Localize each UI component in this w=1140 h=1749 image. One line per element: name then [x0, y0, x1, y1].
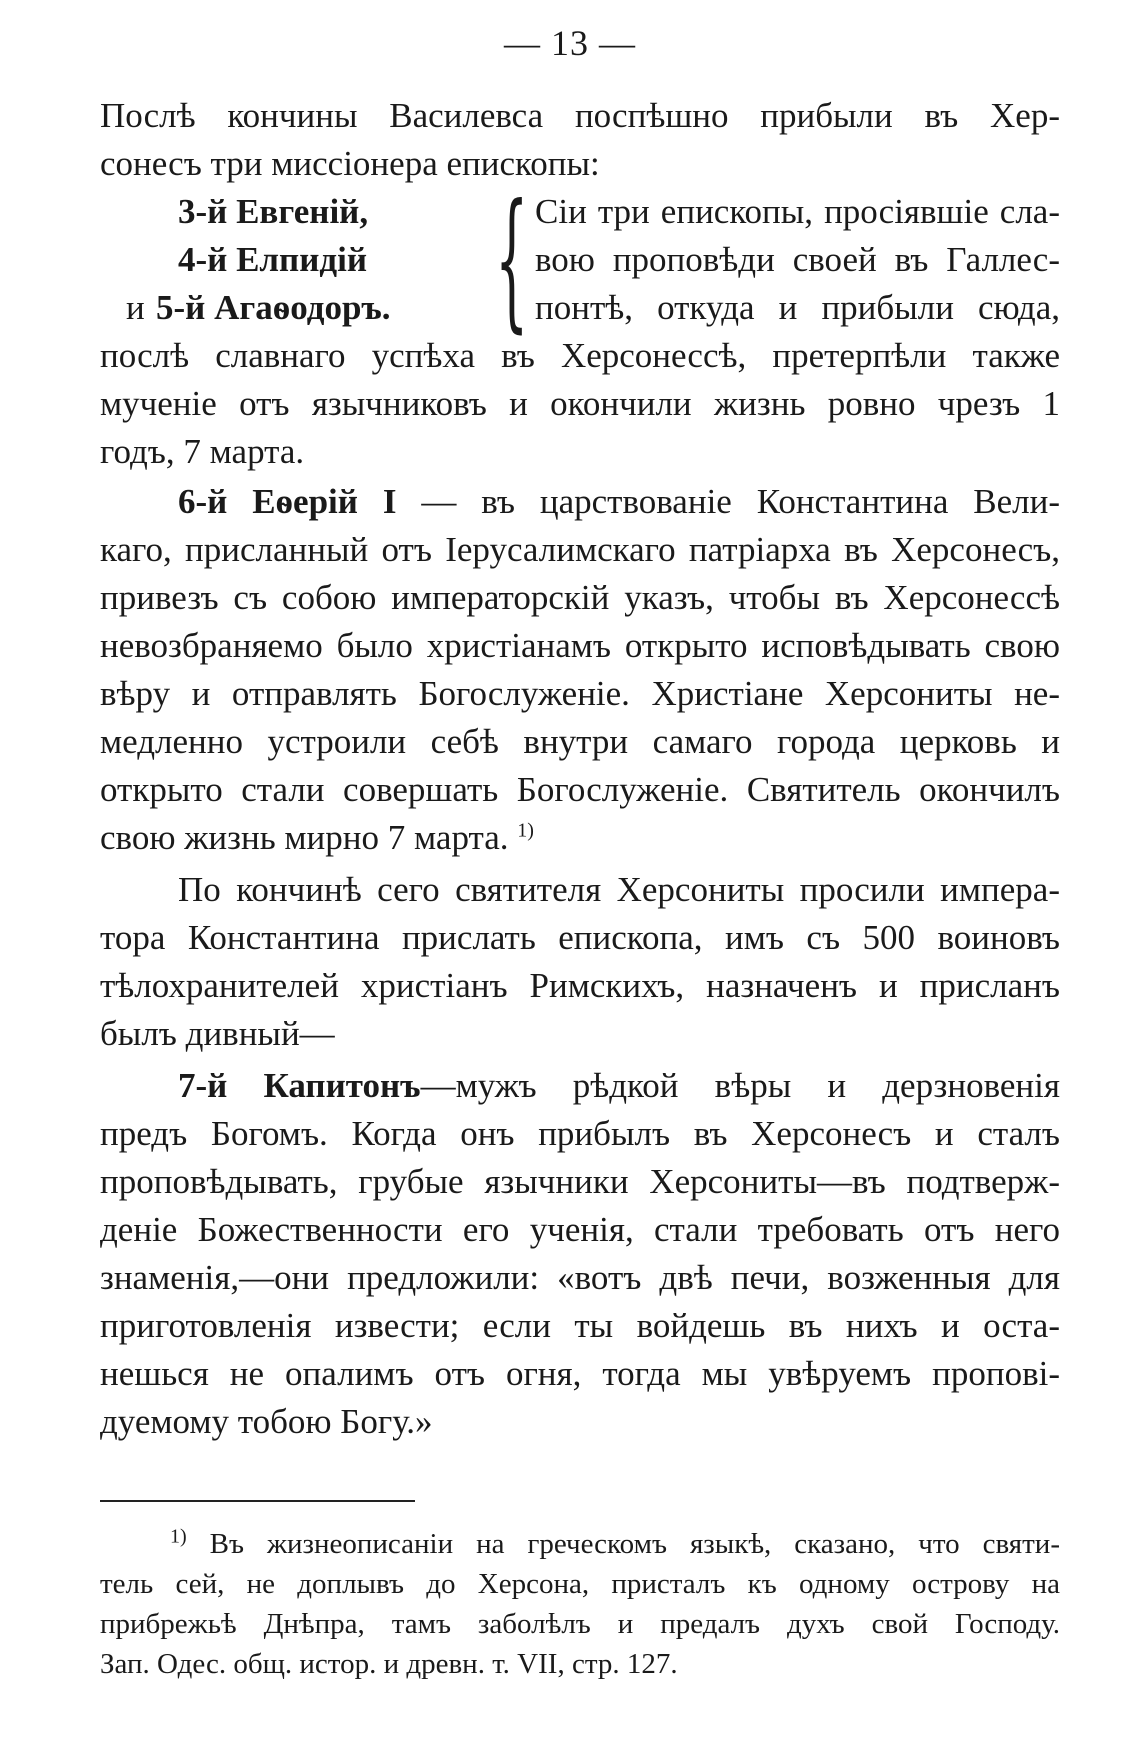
- kapiton-line-3: проповѣдывать, грубые язычники Херсониты—въ подтверж-: [100, 1162, 1060, 1201]
- kapiton-first-line: [178, 1062, 1060, 1110]
- kapiton-line-5: знаменiя,—они предложили: «вотъ двѣ печи, возженныя для: [100, 1258, 1060, 1297]
- para1-line-1: послѣ славнаго успѣха въ Херсонессѣ, претерпѣли также: [100, 336, 1060, 375]
- page-number: — 13 —: [504, 23, 636, 63]
- footnote-divider: [100, 1500, 415, 1502]
- brace-text-line-2: вою проповѣди своей въ Галлес-: [535, 240, 1060, 279]
- curly-brace: {: [495, 173, 529, 347]
- ethery-line-5: вѣру и отправлять Богослуженiе. Христiане Херсониты не-: [100, 674, 1060, 713]
- para1-line-2: мученiе отъ язычниковъ и окончили жизнь ровно чрезъ 1: [100, 384, 1060, 423]
- footnote-line-1: [170, 1524, 1060, 1564]
- ethery-line-3: привезъ съ собою императорскiй указъ, чтобы въ Херсонессѣ: [100, 578, 1060, 617]
- bishop-agathodor-prefix: и: [126, 288, 145, 327]
- footnote-first-rest: Въ жизнеописанiи на греческомъ языкѣ, сказано, что святи-: [186, 1528, 1060, 1560]
- kapiton-line-8: дуемому тобою Богу.»: [100, 1402, 433, 1441]
- ethery-first-line: [178, 478, 1060, 526]
- ethery-line-7: открыто стали совершать Богослуженiе. Святитель окончилъ: [100, 770, 1060, 809]
- brace-text-line-1: Сiи три епископы, просiявшiе сла-: [535, 192, 1060, 231]
- brace-text-line-3: понтѣ, откуда и прибыли сюда,: [535, 288, 1060, 327]
- bishop-agathodor: 5-й Агаѳодоръ.: [156, 288, 391, 327]
- bishop-kapiton: 7-й Капитонъ: [178, 1066, 421, 1105]
- kapiton-line-7: нешься не опалимъ отъ огня, тогда мы увѣруемъ пропові-: [100, 1354, 1060, 1393]
- footnote-line-3: прибрежьѣ Днѣпра, тамъ заболѣлъ и предалъ духъ свой Господу.: [100, 1608, 1060, 1640]
- konst-line-3: тѣлохранителей христiанъ Римскихъ, назначенъ и присланъ: [100, 966, 1060, 1005]
- ethery-first-rest: — въ царствованiе Константина Вели-: [396, 482, 1060, 521]
- footnote-line-4: Зап. Одес. общ. истор. и древн. т. VII, стр. 127.: [100, 1648, 678, 1680]
- kapiton-first-rest: —мужъ рѣдкой вѣры и дерзновенiя: [420, 1066, 1060, 1105]
- bishop-ethery: 6-й Еѳерiй I: [178, 482, 397, 521]
- konst-line-1: По кончинѣ сего святителя Херсониты просили импера-: [178, 870, 1060, 909]
- ethery-last-text: свою жизнь мирно 7 марта.: [100, 818, 518, 857]
- ethery-line-2: каго, присланный отъ Iерусалимскаго патрiарха въ Херсонесъ,: [100, 530, 1060, 569]
- kapiton-line-4: денiе Божественности его ученiя, стали требовать отъ него: [100, 1210, 1060, 1249]
- ethery-line-6: медленно устроили себѣ внутри самаго города церковь и: [100, 722, 1060, 761]
- ethery-line-4: невозбраняемо было христiанамъ открыто исповѣдывать свою: [100, 626, 1060, 665]
- para1-line-3: годъ, 7 марта.: [100, 432, 305, 471]
- footnote-line-2: тель сей, не доплывъ до Херсона, присталъ къ одному острову на: [100, 1568, 1060, 1600]
- konst-line-2: тора Константина прислать епископа, имъ съ 500 воиновъ: [100, 918, 1060, 957]
- konst-line-4: былъ дивный—: [100, 1014, 335, 1053]
- intro-line-2: сонесъ три миссiонера епископы:: [100, 144, 600, 183]
- footnote-marker: 1): [170, 1525, 187, 1548]
- kapiton-line-2: предъ Богомъ. Когда онъ прибылъ въ Херсонесъ и сталъ: [100, 1114, 1060, 1153]
- footnote-reference: 1): [517, 819, 534, 842]
- intro-line-1: Послѣ кончины Василевса поспѣшно прибыли въ Хер-: [100, 96, 1060, 135]
- bishop-evgeny: 3-й Евгенiй,: [178, 192, 369, 231]
- kapiton-line-6: приготовленiя извести; если ты войдешь въ нихъ и оста-: [100, 1306, 1060, 1345]
- ethery-line-8: [100, 814, 1060, 862]
- bishop-elpidy: 4-й Елпидiй: [178, 240, 367, 279]
